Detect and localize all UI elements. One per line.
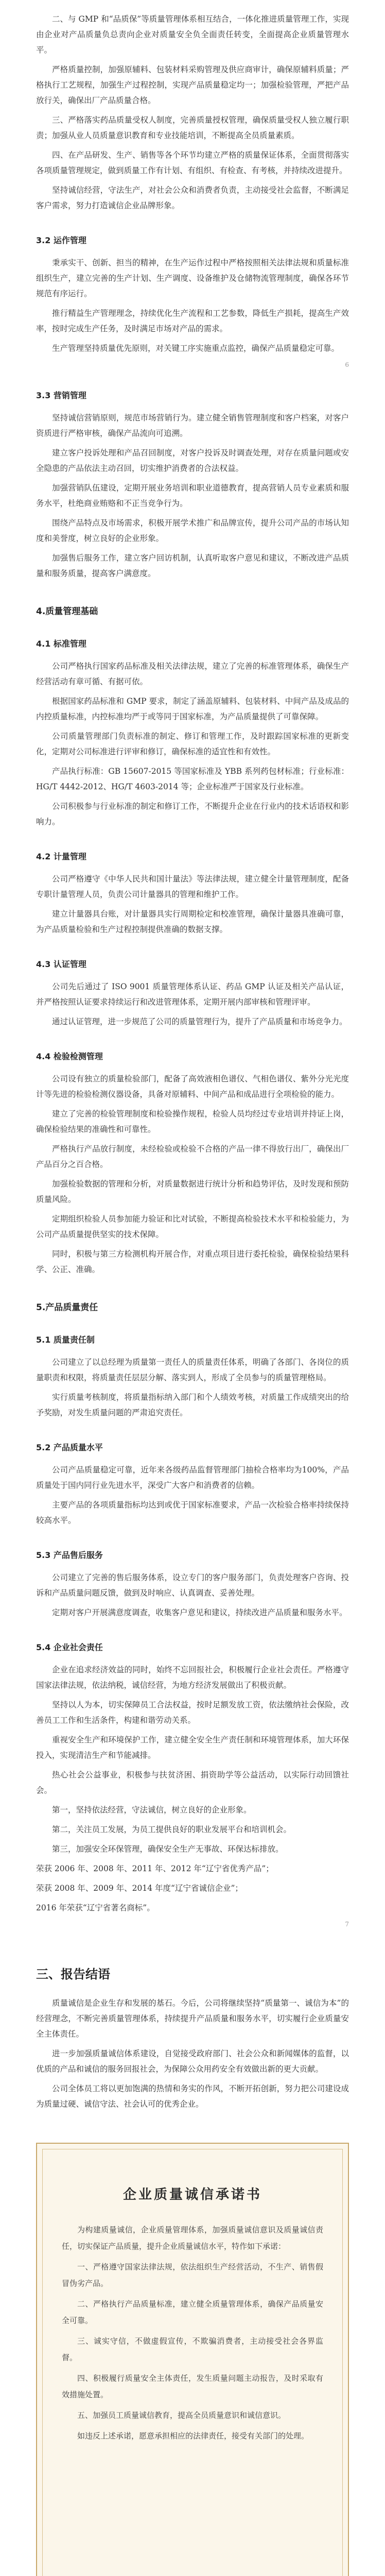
section-heading: 3.2 运作管理 [36, 235, 86, 245]
paragraph: 四、在产品研发、生产、销售等各个环节均建立严格的质量保证体系，全面贯彻落实各项质量管理规定，做到质量工作有计划、有组织、有检查、有考核，并持续改进提升。 [36, 150, 349, 175]
commitment-certificate [36, 2143, 349, 2576]
section-conclusion [36, 1964, 349, 2112]
section-heading: 4.3 认证管理 [36, 959, 86, 969]
paragraph: 重视安全生产和环境保护工作，建立健全安全生产责任制和环境管理体系，加大环保投入，实现清洁生产和节能减排。 [36, 1735, 349, 1760]
paragraph: 第三，加强安全环保管理，确保安全生产无事故、环保达标排放。 [52, 1844, 284, 1854]
paragraph: 加强营销队伍建设，定期开展业务培训和职业道德教育，提高营销人员专业素质和服务水平，杜绝商业贿赂和不正当竞争行为。 [36, 483, 349, 508]
paragraph: 坚持以人为本，切实保障员工合法权益，按时足额发放工资，依法缴纳社会保险，改善员工工作和生活条件，构建和谐劳动关系。 [36, 1700, 349, 1725]
section-intro [36, 0, 349, 213]
chapter-heading: 4.质量管理基础 [36, 606, 98, 617]
section-3-3 [36, 389, 349, 581]
paragraph: 主要产品的各项质量指标均达到或优于国家标准要求，产品一次检验合格率持续保持较高水平。 [36, 1500, 349, 1525]
paragraph: 企业在追求经济效益的同时，始终不忘回报社会，积极履行企业社会责任。严格遵守国家法律法规，依法纳税，诚信经营，为地方经济发展做出了积极贡献。 [36, 1665, 349, 1690]
paragraph: 三、诚实守信，不做虚假宣传，不欺骗消费者，主动接受社会各界监督。 [62, 2336, 323, 2362]
paragraph: 公司设有独立的质量检验部门，配备了高效液相色谱仪、气相色谱仪、紫外分光光度计等先进的检验检测仪器设备，具备对原辅料、中间产品和成品进行全项检验的能力。 [36, 1074, 349, 1099]
paragraph: 通过认证管理，进一步规范了公司的质量管理行为，提升了产品质量和市场竞争力。 [52, 1017, 347, 1026]
paragraph: 推行精益生产管理理念，持续优化生产流程和工艺参数，降低生产损耗，提高生产效率，按时完成生产任务，及时满足市场对产品的需求。 [36, 309, 349, 333]
paragraph: 公司严格执行国家药品标准及相关法律法规，建立了完善的标准管理体系，确保生产经营活动有章可循、有据可依。 [36, 662, 349, 686]
section-heading: 5.2 产品质量水平 [36, 1443, 103, 1452]
paragraph: 公司先后通过了 ISO 9001 质量管理体系认证、药品 GMP 认证及相关产品认证，并严格按照认证要求持续运行和改进管理体系，定期开展内部审核和管理评审。 [36, 982, 349, 1007]
section-heading: 4.2 计量管理 [36, 852, 86, 861]
paragraph: 为构建质量诚信，企业质量管理体系，加强质量诚信意识及质量诚信责任，切实保证产品质量，提升企业质量诚信水平，特作如下承诺： [62, 2225, 323, 2251]
certificate-title: 企业质量诚信承诺书 [122, 2187, 262, 2202]
paragraph: 产品执行标准：GB 15607-2015 等国家标准及 YBB 系列药包材标准；行业标准：HG/T 4442-2012、HG/T 4603-2014 等；企业标准严于国家及行业标准。 [36, 767, 349, 791]
award-item: 2016 年荣获“辽宁省著名商标”。 [36, 1903, 155, 1912]
section-4 [36, 604, 349, 1277]
paragraph: 公司积极参与行业标准的制定和修订工作，不断提升企业在行业内的技术话语权和影响力。 [36, 802, 349, 826]
paragraph: 三、严格落实药品质量受权人制度，完善质量授权管理，确保质量受权人独立履行职责；加强从业人员质量意识教育和专业技能培训，不断提高全员质量素质。 [36, 115, 349, 140]
paragraph: 公司产品质量稳定可靠，近年来各级药品监督管理部门抽检合格率均为100%，产品质量处于国内同行业先进水平，深受广大客户和消费者的信赖。 [36, 1465, 349, 1490]
paragraph: 二、严格执行产品质量标准，建立健全质量管理体系，确保产品质量安全可靠。 [62, 2299, 323, 2325]
paragraph: 生产管理坚持质量优先原则，对关键工序实施重点监控，确保产品质量稳定可靠。 [52, 344, 340, 353]
award-item: 荣获 2008 年、2009 年、2014 年度“辽宁省诚信企业”； [36, 1884, 243, 1893]
paragraph: 根据国家药品标准和 GMP 要求，制定了涵盖原辅料、包装材料、中间产品及成品的内控质量标准，内控标准均严于或等同于国家标准，为产品质量提供了可靠保障。 [36, 697, 349, 721]
paragraph: 如违反上述承诺，愿意承担相应的法律责任，接受有关部门的处理。 [77, 2431, 309, 2441]
paragraph: 公司严格遵守《中华人民共和国计量法》等法律法规，建立健全计量管理制度，配备专职计量管理人员，负责公司计量器具的管理和维护工作。 [36, 874, 349, 899]
paragraph: 建立客户投诉处理和产品召回制度，对客户投诉及时调查处理，对存在质量问题或安全隐患的产品依法主动召回，切实维护消费者的合法权益。 [36, 448, 349, 473]
paragraph: 严格执行产品放行制度，未经检验或检验不合格的产品一律不得放行出厂，确保出厂产品百分之百合格。 [36, 1144, 349, 1169]
section-heading: 4.1 标准管理 [36, 639, 86, 649]
paragraph: 定期组织检验人员参加能力验证和比对试验，不断提高检验技术水平和检验能力，为公司产品质量提供坚实的技术保障。 [36, 1214, 349, 1239]
section-heading: 4.4 检验检测管理 [36, 1052, 103, 1061]
paragraph: 加强售后服务工作，建立客户回访机制，认真听取客户意见和建议，不断改进产品质量和服务质量，提高客户满意度。 [36, 553, 349, 578]
paragraph: 实行质量考核制度，将质量指标纳入部门和个人绩效考核，对质量工作成绩突出的给予奖励，对发生质量问题的严肃追究责任。 [36, 1393, 349, 1417]
paragraph: 质量诚信是企业生存和发展的基石。今后，公司将继续坚持“质量第一、诚信为本”的经营理念，不断完善质量管理体系，持续提升产品质量和服务水平，切实履行企业质量安全主体责任。 [36, 1998, 349, 2039]
section-3-2 [36, 234, 349, 368]
paragraph: 定期对客户开展满意度调查，收集客户意见和建议，持续改进产品质量和服务水平。 [52, 1608, 347, 1617]
section-heading: 5.3 产品售后服务 [36, 1550, 103, 1560]
award-item: 荣获 2006 年、2008 年、2011 年、2012 年“辽宁省优秀产品”； [36, 1864, 274, 1873]
paragraph: 建立计量器具台账，对计量器具实行周期检定和校准管理，确保计量器具准确可靠，为产品质量检验和生产过程控制提供准确的数据支撑。 [36, 909, 349, 934]
section-5 [36, 1300, 349, 1928]
paragraph: 秉承实干、创新、担当的精神，在生产运作过程中严格按照相关法律法规和质量标准组织生产，建立完善的生产计划、生产调度、设备维护及仓储物流管理制度，确保各环节规范有序运行。 [36, 258, 349, 298]
paragraph: 围绕产品特点及市场需求，积极开展学术推广和品牌宣传，提升公司产品的市场认知度和美誉度，树立良好的企业形象。 [36, 518, 349, 543]
paragraph: 四、积极履行质量安全主体责任，发生质量问题主动报告，及时采取有效措施处置。 [62, 2374, 323, 2399]
paragraph: 坚持诚信经营，守法生产，对社会公众和消费者负责，主动接受社会监督，不断满足客户需求，努力打造诚信企业品牌形象。 [36, 185, 349, 210]
paragraph: 加强检验数据的管理和分析，对质量数据进行统计分析和趋势评估，及时发现和预防质量风险。 [36, 1179, 349, 1204]
paragraph: 公司建立了以总经理为质量第一责任人的质量责任体系，明确了各部门、各岗位的质量职责和权限，将质量责任层层分解、落实到人，形成了全员参与的质量管理格局。 [36, 1358, 349, 1382]
paragraph: 坚持诚信营销原则，规范市场营销行为。建立健全销售管理制度和客户档案，对客户资质进行严格审核，确保产品流向可追溯。 [36, 413, 349, 438]
paragraph: 公司质量管理部门负责标准的制定、修订和管理工作，及时跟踪国家标准的更新变化，定期对公司标准进行评审和修订，确保标准的适宜性和有效性。 [36, 732, 349, 756]
paragraph: 一、严格遵守国家法律法规，依法组织生产经营活动，不生产、销售假冒伪劣产品。 [62, 2262, 323, 2288]
section-heading: 5.4 企业社会责任 [36, 1642, 103, 1652]
paragraph: 严格质量控制，加强原辅料、包装材料采购管理及供应商审计，确保原辅料质量；严格执行工艺规程，加强生产过程控制，实现产品质量稳定均一；加强检验管理，严把产品放行关，确保出厂产品质量合格。 [36, 65, 349, 105]
paragraph: 五、加强员工质量诚信教育，提高全员质量意识和诚信意识。 [77, 2411, 286, 2420]
section-heading: 5.1 质量责任制 [36, 1335, 95, 1345]
chapter-heading: 5.产品质量责任 [36, 1302, 98, 1313]
paragraph: 公司建立了完善的售后服务体系，设立专门的客户服务部门，负责处理客户咨询、投诉和产品质量问题反馈，做到及时响应、认真调查、妥善处理。 [36, 1573, 349, 1598]
chapter-heading: 三、报告结语 [36, 1967, 110, 1981]
paragraph: 建立了完善的检验管理制度和检验操作规程，检验人员均经过专业培训并持证上岗，确保检验结果的准确性和可靠性。 [36, 1109, 349, 1134]
section-heading: 3.3 营销管理 [36, 391, 86, 400]
paragraph: 公司全体员工将以更加饱满的热情和务实的作风，不断开拓创新，努力把公司建设成为质量过硬、诚信守法、社会认可的优秀企业。 [36, 2084, 349, 2109]
paragraph: 同时，积极与第三方检测机构开展合作，对重点项目进行委托检验，确保检验结果科学、公正、准确。 [36, 1249, 349, 1274]
page-number: 7 [345, 1921, 349, 1928]
paragraph: 进一步加强质量诚信体系建设，自觉接受政府部门、社会公众和新闻媒体的监督，以优质的产品和诚信的服务回报社会，为保障公众用药安全有效做出新的更大贡献。 [36, 2049, 349, 2074]
page-number: 6 [345, 361, 349, 368]
paragraph: 二、与 GMP 和“品质保”等质量管理体系相互结合，一体化推进质量管理工作，实现由企业对产品质量负总责向企业对质量安全负全面责任转变，全面提高企业质量管理水平。 [36, 14, 349, 55]
paragraph: 热心社会公益事业，积极参与扶贫济困、捐资助学等公益活动，以实际行动回馈社会。 [36, 1770, 349, 1795]
paragraph: 第二，关注员工发展，为员工提供良好的职业发展平台和培训机会。 [52, 1825, 292, 1834]
paragraph: 第一，坚持依法经营，守法诚信，树立良好的企业形象。 [52, 1805, 252, 1815]
